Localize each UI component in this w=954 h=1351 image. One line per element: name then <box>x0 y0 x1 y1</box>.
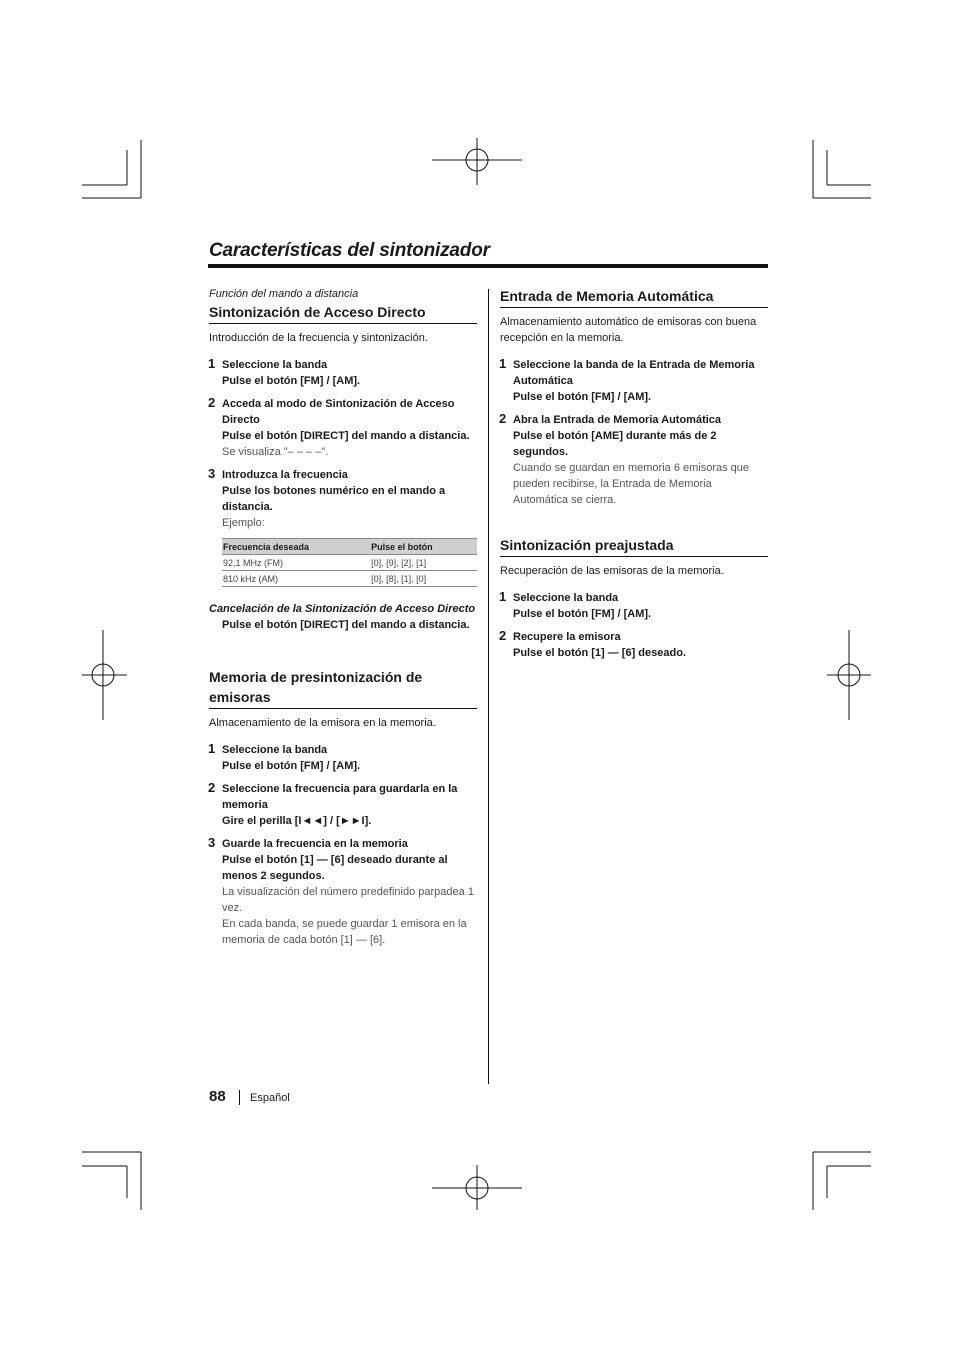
section-intro: Almacenamiento de la emisora en la memoria. <box>209 717 436 729</box>
step-number: 3 <box>208 835 216 850</box>
page-language: Español <box>250 1092 290 1104</box>
column-divider <box>488 289 489 1084</box>
step-title: Abra la Entrada de Memoria Automática <box>513 414 722 426</box>
step-title: Seleccione la banda <box>222 744 328 756</box>
section-intro: Introducción de la frecuencia y sintonización. <box>209 332 428 344</box>
step-note: Ejemplo: <box>222 517 265 529</box>
table-header: Frecuencia deseada <box>222 539 370 555</box>
step-title: Seleccione la frecuencia para guardarla en la memoria <box>222 783 458 811</box>
step-title: Seleccione la banda <box>513 592 619 604</box>
frequency-example-table <box>222 538 477 587</box>
table-cell: 92,1 MHz (FM) <box>222 555 370 571</box>
step-action: Pulse el botón [FM] / [AM]. <box>513 391 652 403</box>
table-cell: [0], [8], [1], [0] <box>370 571 477 587</box>
table-cell: 810 kHz (AM) <box>222 571 370 587</box>
section-intro: Recuperación de las emisoras de la memoria. <box>500 565 724 577</box>
step <box>500 629 768 661</box>
step-action: Pulse el botón [1] — [6] deseado durante al menos 2 segundos. <box>222 854 448 882</box>
section-heading: Sintonización preajustada <box>500 535 768 557</box>
step <box>209 781 477 829</box>
step <box>500 412 768 508</box>
step-note: Cuando se guardan en memoria 6 emisoras que pueden recibirse, la Entrada de Memoria Automática se cierra. <box>513 462 750 506</box>
step-action: Pulse el botón [FM] / [AM]. <box>513 608 652 620</box>
step-action: Pulse el botón [AME] durante más de 2 segundos. <box>513 430 717 458</box>
step-number: 2 <box>499 411 507 426</box>
step-action: Gire el perilla [I◄◄] / [►►I]. <box>222 815 372 827</box>
right-column <box>500 286 768 668</box>
step-note: Se visualiza "– – – –". <box>222 446 329 458</box>
page-number: 88 <box>209 1088 226 1105</box>
step-list <box>500 357 768 508</box>
step <box>209 467 477 587</box>
step-number: 1 <box>499 356 507 371</box>
step-list <box>209 357 477 587</box>
cancel-action: Pulse el botón [DIRECT] del mando a distancia. <box>222 619 470 631</box>
step-note: En cada banda, se puede guardar 1 emisora en la memoria de cada botón [1] — [6]. <box>222 918 467 946</box>
page-title: Características del sintonizador <box>209 240 490 261</box>
step-action: Pulse los botones numérico en el mando a distancia. <box>222 485 446 513</box>
section-preset-tuning <box>500 535 768 661</box>
step-action: Pulse el botón [FM] / [AM]. <box>222 760 361 772</box>
section-auto-memory-entry <box>500 286 768 508</box>
step-number: 2 <box>499 628 507 643</box>
step <box>209 357 477 389</box>
step <box>500 357 768 405</box>
step-list <box>209 742 477 948</box>
table-cell: [0], [9], [2], [1] <box>370 555 477 571</box>
section-intro: Almacenamiento automático de emisoras con buena recepción en la memoria. <box>500 316 757 344</box>
left-column <box>209 286 477 955</box>
step <box>209 396 477 460</box>
step <box>209 836 477 948</box>
section-heading: Memoria de presintonización de emisoras <box>209 667 477 709</box>
footer-separator <box>239 1090 240 1105</box>
step <box>500 590 768 622</box>
title-rule <box>208 264 768 268</box>
step-number: 2 <box>208 780 216 795</box>
step-action: Pulse el botón [1] — [6] deseado. <box>513 647 686 659</box>
section-kicker: Función del mando a distancia <box>209 288 359 300</box>
section-preset-memory <box>209 667 477 948</box>
table-header-row <box>222 539 477 555</box>
table-row <box>222 555 477 571</box>
table-header: Pulse el botón <box>370 539 477 555</box>
step-title: Acceda al modo de Sintonización de Acceso Directo <box>222 398 455 426</box>
step-title: Recupere la emisora <box>513 631 621 643</box>
table-row <box>222 571 477 587</box>
step-note: La visualización del número predefinido parpadea 1 vez. <box>222 886 474 914</box>
step-number: 3 <box>208 466 216 481</box>
section-heading: Sintonización de Acceso Directo <box>209 302 477 324</box>
step-number: 1 <box>208 741 216 756</box>
step <box>209 742 477 774</box>
section-direct-access-tuning <box>209 286 477 633</box>
step-action: Pulse el botón [FM] / [AM]. <box>222 375 361 387</box>
cancel-subheading: Cancelación de la Sintonización de Acceso Directo <box>209 603 476 615</box>
step-number: 2 <box>208 395 216 410</box>
step-title: Guarde la frecuencia en la memoria <box>222 838 408 850</box>
step-number: 1 <box>208 356 216 371</box>
step-title: Seleccione la banda de la Entrada de Memoria Automática <box>513 359 755 387</box>
step-action: Pulse el botón [DIRECT] del mando a distancia. <box>222 430 470 442</box>
step-number: 1 <box>499 589 507 604</box>
section-heading: Entrada de Memoria Automática <box>500 286 768 308</box>
step-title: Seleccione la banda <box>222 359 328 371</box>
step-list <box>500 590 768 661</box>
step-title: Introduzca la frecuencia <box>222 469 348 481</box>
